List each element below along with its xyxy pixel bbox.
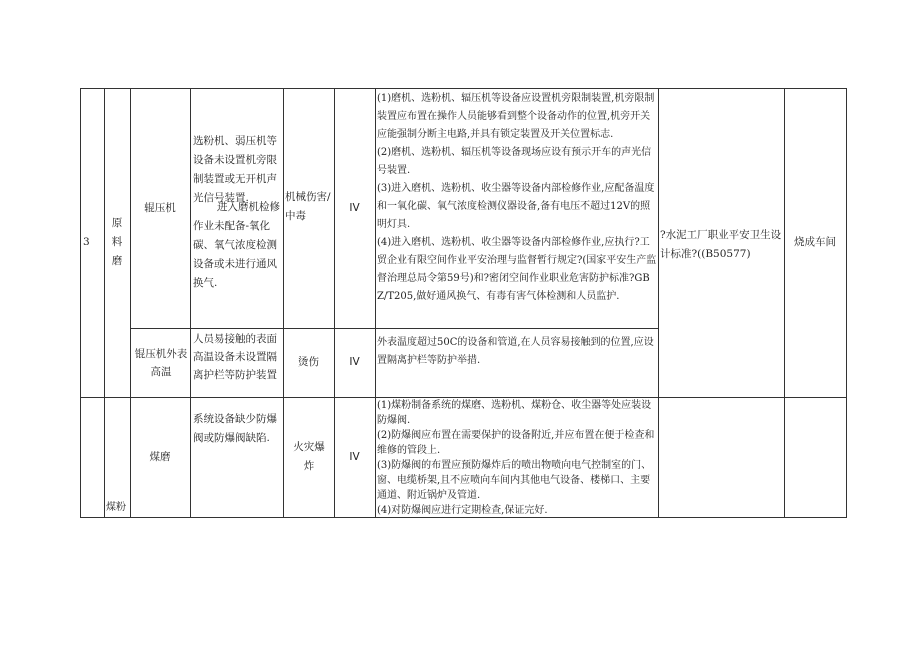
unit-name-coal-mill: 煤磨 [149,450,171,463]
table-rule-top [80,88,846,89]
measures-roller-press [377,90,657,328]
table-rule-v9 [846,88,847,518]
accident-type-coal-mill: 火灾爆炸 [293,441,325,472]
measure-item: (2)磨机、选粉机、辐压机等设备现场应设有预示开车的声光信号装置. [377,147,652,176]
risk-level-high-temp: IV [349,356,360,368]
measure-high-temp: 外表温度超过50C的设备和管道,在人员容易接触到的位置,应设置隔离护栏等防护举措. [377,337,654,366]
risk-level-coal-mill: IV [349,450,360,463]
measure-item: (4)对防爆阀应进行定期检查,保证完好. [377,505,548,516]
area-coal: 煤粉 [106,502,126,513]
accident-type-high-temp: 烫伤 [298,356,319,368]
measure-item: (2)防爆阀应布置在需要保护的设备附近,并应布置在便于检查和维修的管段上. [377,430,655,456]
accident-type-roller-press: 机械伤害/中毒 [285,191,331,222]
unit-name-roller-press: 辊压机 [144,201,176,214]
measure-item: (3)防爆阀的布置应预防爆炸后的喷出物喷向电气控制室的门、窗、电缆桥架,且不应喷向车间内其他电气设备、楼梯口、主要通道、附近锅炉及管道. [377,460,652,501]
responsible-dept: 烧成车间 [794,236,836,248]
hazard-desc-coal-mill: 系统设备缺少防爆阀或防爆阀缺陷. [193,413,277,444]
hazard-desc-roller-press-a: 选粉机、弱压机等设备未设置机旁限制装置或无开机声光信号装置. [193,135,277,204]
measures-coal-mill [377,398,657,516]
hazard-desc-high-temp: 人员易接触的表面高温设备未设置隔离护栏等防护装置 [193,333,277,381]
seq-number: 3 [83,236,90,248]
measure-item: (1)煤粉制备系统的煤磨、选粉机、煤粉仓、收尘器等处应装设防爆阀. [377,400,652,426]
hazard-desc-roller-press-b: 进入磨机检修作业未配备-氧化碳、氧气浓度检测设备或未进行通风换气. [193,201,280,289]
measure-item: (1)磨机、选粉机、辐压机等设备应设置机旁限制装置,机旁限制装置应布置在操作人员能够看到整个设备动作的位置,机旁开关应能强制分断主电路,并具有锁定装置及开关位置标志. [377,93,655,140]
table-rule-v7 [658,88,659,518]
table-rule-v6 [375,88,376,518]
area-raw-mill: 原料磨 [111,217,123,267]
table-rule-v3 [190,88,191,518]
table-rule-v4 [283,88,284,518]
standard-basis: ?水泥工厂职业平安卫生设计标准?((B50577) [660,229,782,260]
risk-level-roller-press: IV [349,201,360,214]
measure-item: (3)进入磨机、选粉机、收尘器等设备内部检修作业,应配备温度和一氧化碳、氧气浓度检测仪器设备,备有电压不超过12V的照明灯具. [377,183,655,230]
table-rule-mid1 [130,328,658,329]
unit-name-high-temp: 锟压机外表高温 [134,347,188,378]
measure-item: (4)进入磨机、选粉机、收尘器等设备内部检修作业,应执行?工贸企业有限空间作业平安治理与监督暂行规定?(国家平安生产监督治理总局令第59号)和?密闭空间作业职业危害防护标准?GBZ/T205,做好通风换气、有毒有害气体检测和人员监护. [377,237,657,302]
